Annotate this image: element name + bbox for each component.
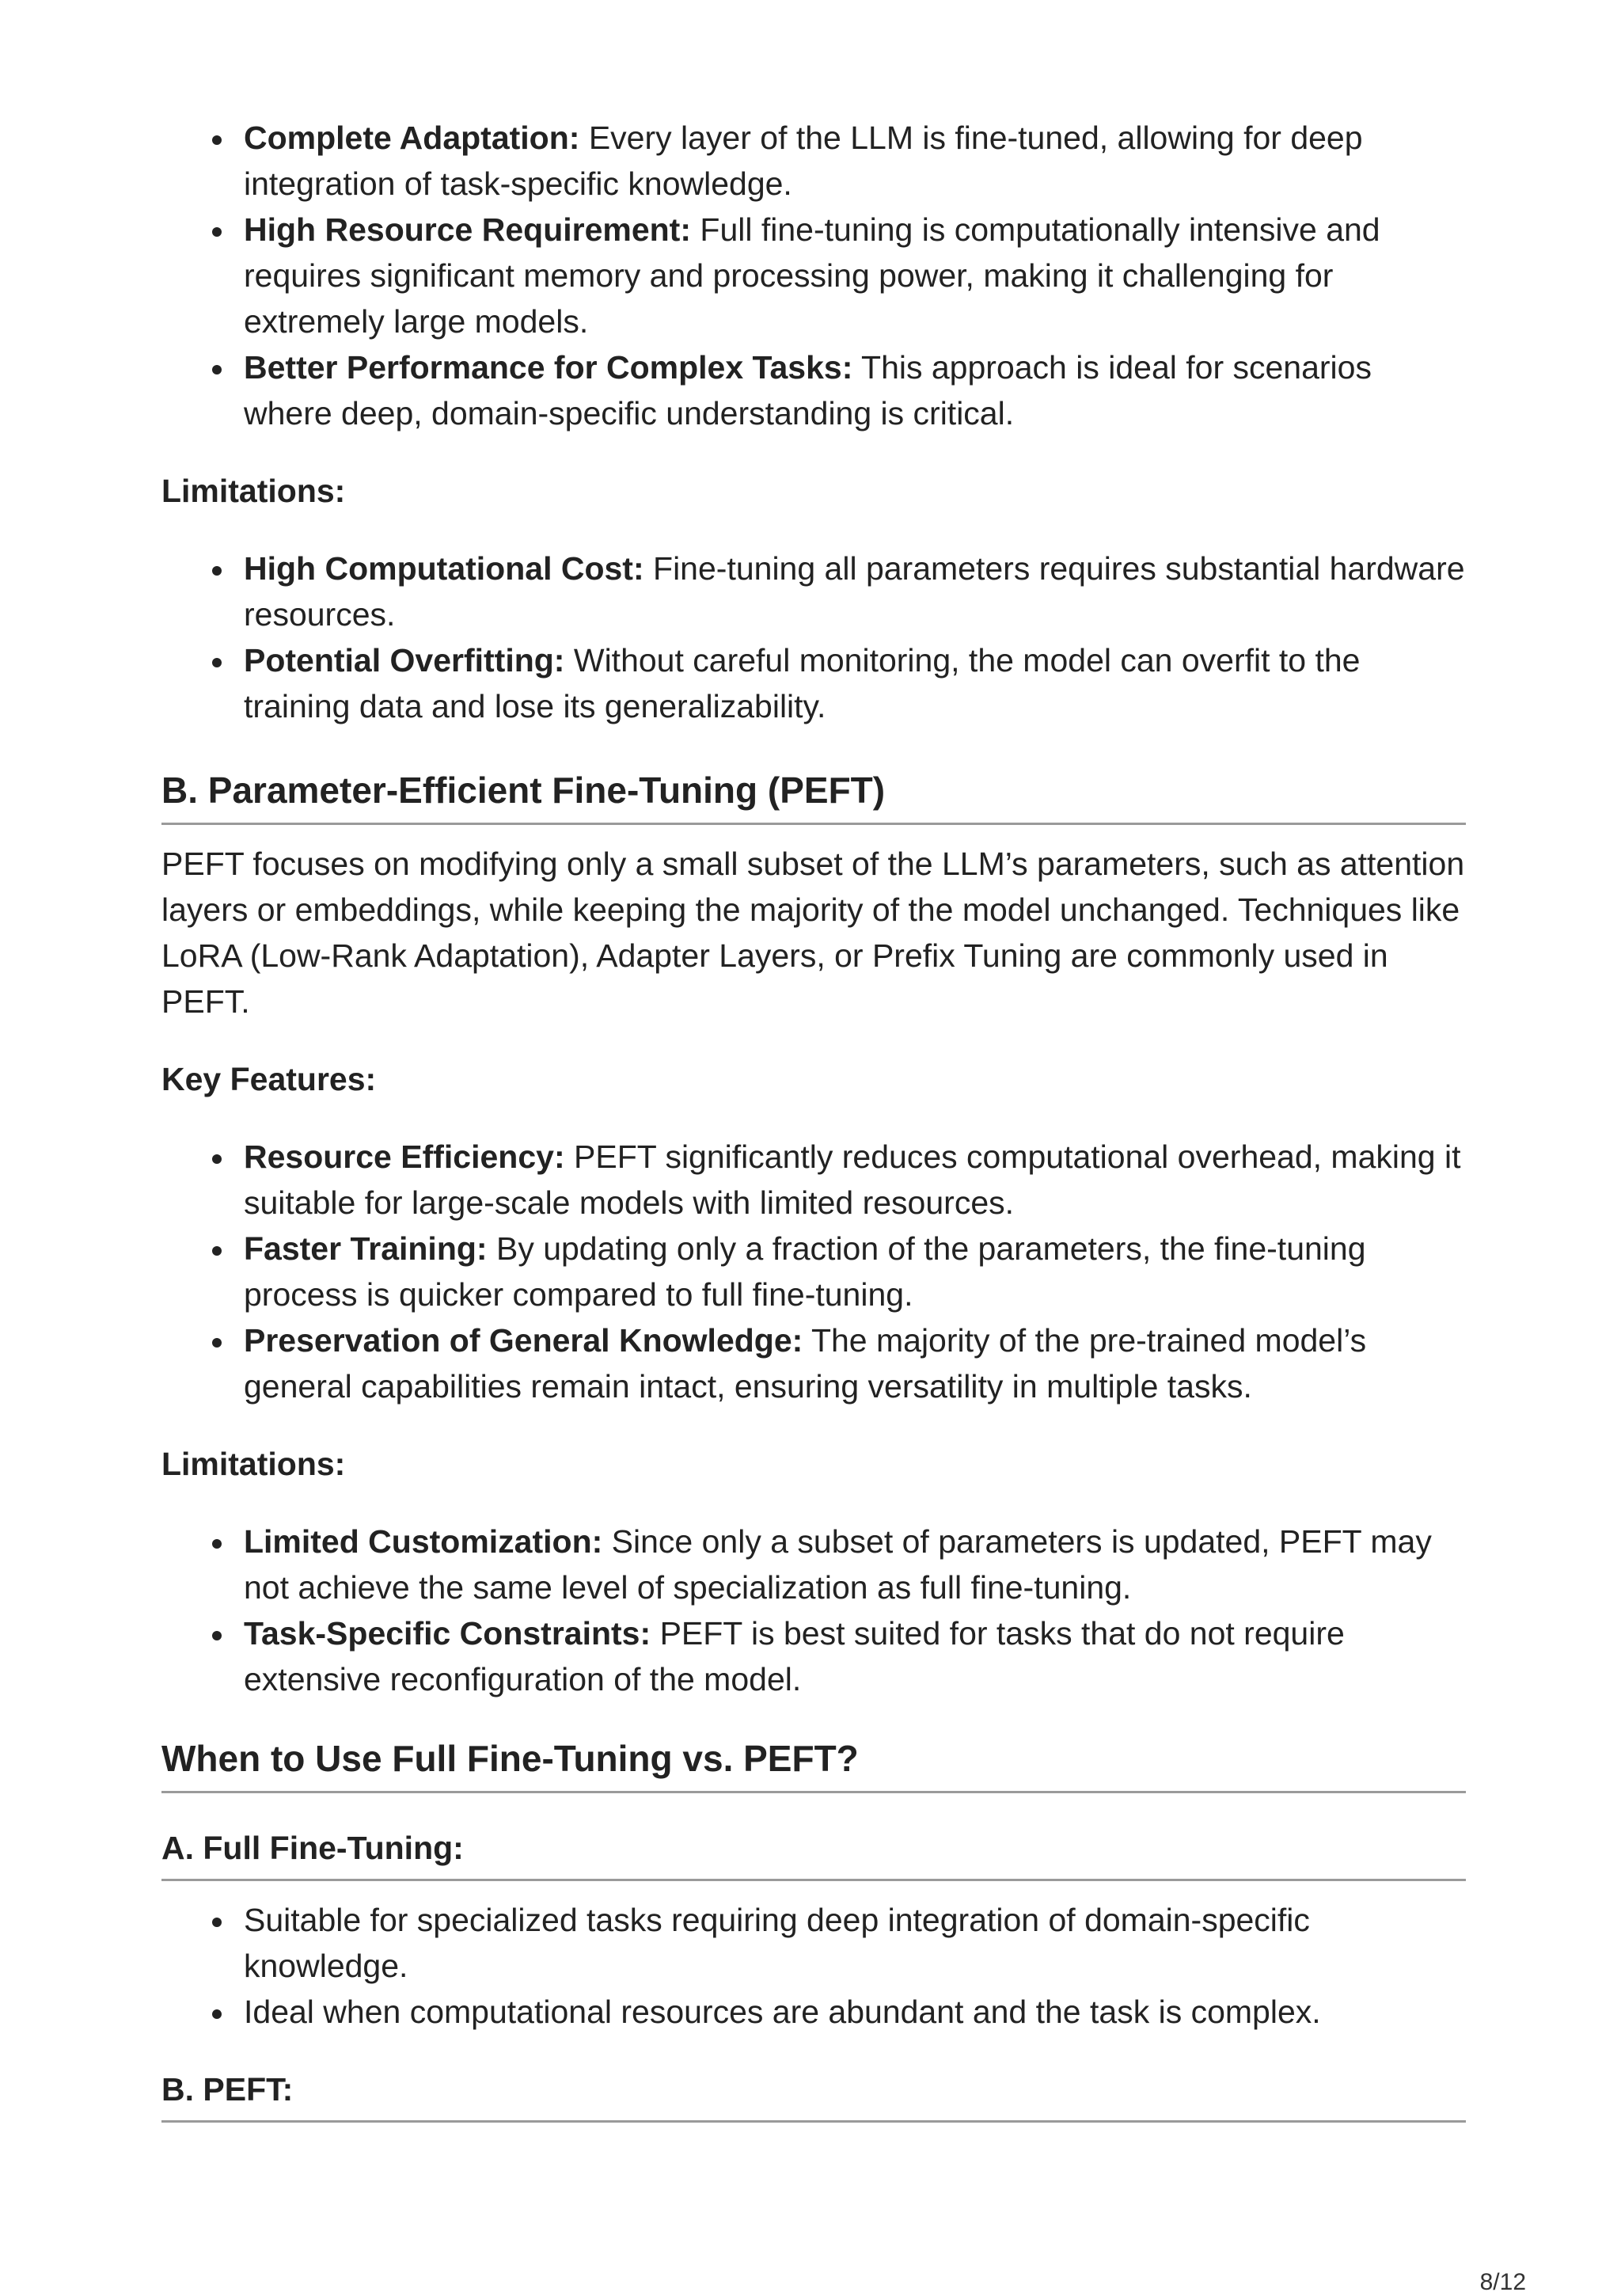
feature-term: Complete Adaptation: <box>244 120 580 156</box>
feature-text: Full fine-tuning is computationally intensive and requires significant memory and processing power, making it challenging for extremely large models. <box>244 211 1380 340</box>
page-number: 8/12 <box>1479 2269 1526 2295</box>
feature-text: Every layer of the LLM is fine-tuned, allowing for deep integration of task-specific knowledge. <box>244 120 1363 202</box>
list-item: Suitable for specialized tasks requiring deep integration of domain-specific knowledge. <box>161 1897 1466 1989</box>
limitations-label: Limitations: <box>161 1446 346 1482</box>
feature-text: PEFT significantly reduces computational overhead, making it suitable for large-scale models with limited resources. <box>244 1138 1461 1221</box>
feature-text: The majority of the pre-trained model’s general capabilities remain intact, ensuring versatility in multiple tasks. <box>244 1322 1367 1405</box>
limitation-term: Potential Overfitting: <box>244 642 565 679</box>
feature-term: Better Performance for Complex Tasks: <box>244 349 853 386</box>
key-features-label: Key Features: <box>161 1061 377 1097</box>
list-item <box>161 344 1466 436</box>
peft-features-list <box>161 1134 1466 1409</box>
feature-text: This approach is ideal for scenarios where deep, domain-specific understanding is critical. <box>244 349 1372 431</box>
limitation-text: Since only a subset of parameters is updated, PEFT may not achieve the same level of specialization as full fine-tuning. <box>244 1523 1432 1606</box>
list-item <box>161 1134 1466 1226</box>
full-finetuning-features-list <box>161 115 1466 436</box>
list-item <box>161 1317 1466 1409</box>
limitation-text: Without careful monitoring, the model can overfit to the training data and lose its generalizability. <box>244 642 1361 724</box>
when-to-use-heading: When to Use Full Fine-Tuning vs. PEFT? <box>161 1734 1466 1793</box>
list-item <box>161 207 1466 344</box>
list-item <box>161 1226 1466 1317</box>
feature-term: Resource Efficiency: <box>244 1138 565 1175</box>
feature-term: Preservation of General Knowledge: <box>244 1322 803 1359</box>
list-item <box>161 545 1466 637</box>
list-item <box>161 637 1466 729</box>
peft-subheading: B. PEFT: <box>161 2066 1466 2123</box>
full-finetuning-usage-list <box>161 1897 1466 2035</box>
limitation-term: Limited Customization: <box>244 1523 603 1560</box>
list-item <box>161 1519 1466 1610</box>
limitation-text: Fine-tuning all parameters requires substantial hardware resources. <box>244 550 1465 633</box>
peft-limitations-list <box>161 1519 1466 1702</box>
peft-intro-paragraph: PEFT focuses on modifying only a small subset of the LLM’s parameters, such as attention layers or embeddings, while keeping the majority of the model unchanged. Techniques like LoRA (Low-Rank Adaptation), Adapter Layers, or Prefix Tuning are commonly used in PEFT. <box>161 846 1465 1020</box>
list-item: Ideal when computational resources are abundant and the task is complex. <box>161 1989 1466 2035</box>
list-item <box>161 115 1466 207</box>
full-finetuning-subheading: A. Full Fine-Tuning: <box>161 1825 1466 1881</box>
limitation-term: Task-Specific Constraints: <box>244 1615 651 1652</box>
peft-section-heading: B. Parameter-Efficient Fine-Tuning (PEFT) <box>161 766 1466 825</box>
list-item <box>161 1610 1466 1702</box>
feature-term: High Resource Requirement: <box>244 211 691 248</box>
feature-text: By updating only a fraction of the parameters, the fine-tuning process is quicker compared to full fine-tuning. <box>244 1230 1366 1313</box>
limitation-term: High Computational Cost: <box>244 550 644 587</box>
limitation-text: PEFT is best suited for tasks that do not require extensive reconfiguration of the model. <box>244 1615 1345 1697</box>
document-page <box>161 0 1466 2123</box>
full-finetuning-limitations-list <box>161 545 1466 729</box>
limitations-label: Limitations: <box>161 473 346 509</box>
feature-term: Faster Training: <box>244 1230 488 1267</box>
